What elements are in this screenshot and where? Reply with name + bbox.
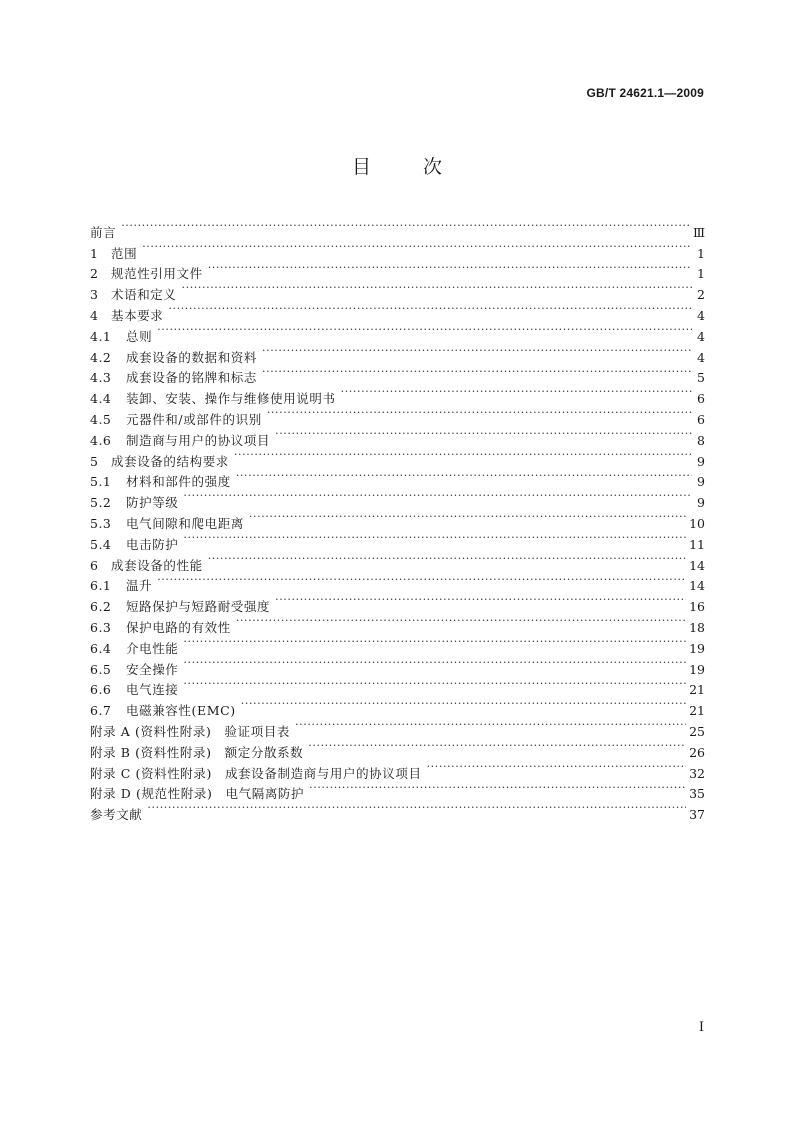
toc-leader-dots — [157, 320, 692, 341]
toc-entry-number: 6 — [90, 557, 99, 573]
toc-leader-dots — [275, 424, 692, 445]
toc-entry-label: 保护电路的有效性 — [126, 619, 231, 635]
toc-leader-dots — [168, 299, 692, 320]
toc-entry-page: 4 — [697, 349, 705, 365]
toc-entry-label: 材料和部件的强度 — [126, 474, 231, 490]
toc-entry-page: 32 — [689, 765, 705, 781]
toc-entry-page: 4 — [697, 307, 705, 323]
toc-entry-number: 4 — [90, 307, 99, 323]
toc-entry-page: 5 — [697, 370, 705, 386]
toc-leader-dots — [427, 757, 687, 778]
toc-leader-dots — [183, 653, 686, 674]
toc-leader-dots — [183, 486, 692, 507]
toc-entry-page: 2 — [697, 287, 705, 303]
toc-entry-page: 1 — [697, 245, 705, 261]
toc-entry-page: 21 — [689, 682, 705, 698]
toc-leader-dots — [121, 216, 690, 237]
toc-leader-dots — [236, 466, 692, 487]
toc-entry[interactable] — [90, 798, 705, 823]
toc-entry-number: 5.3 — [90, 515, 112, 531]
toc-entry-number: 4.5 — [90, 411, 112, 427]
toc-entry-label: 电击防护 — [126, 536, 179, 552]
toc-entry-label: 介电性能 — [126, 640, 179, 656]
toc-leader-dots — [275, 590, 686, 611]
toc-entry-label: 范围 — [111, 245, 138, 261]
toc-entry-number: 6.2 — [90, 599, 112, 615]
toc-entry-label: 电磁兼容性(EMC) — [126, 703, 236, 719]
toc-entry-number: 4.6 — [90, 432, 112, 448]
toc-leader-dots — [262, 362, 692, 383]
toc-leader-dots — [249, 507, 686, 528]
toc-entry-label: 成套设备的性能 — [111, 557, 203, 573]
toc-entry-page: 25 — [689, 723, 705, 739]
toc-entry[interactable] — [90, 320, 705, 344]
page-number: I — [698, 1020, 704, 1035]
toc-entry-number: 6.6 — [90, 682, 112, 698]
toc-entry-page: 19 — [689, 640, 705, 656]
toc-entry[interactable] — [90, 341, 705, 365]
toc-entry-page: 14 — [689, 578, 705, 594]
toc-entry-label: 电气连接 — [126, 682, 179, 698]
toc-entry-label: 术语和定义 — [111, 287, 177, 303]
standard-code: GB/T 24621.1—2009 — [586, 86, 704, 100]
toc-entry-number: 6.1 — [90, 578, 112, 594]
toc-entry-label: 成套设备的数据和资料 — [126, 349, 258, 365]
toc-entry-number: 4.4 — [90, 391, 112, 407]
toc-entry[interactable] — [90, 278, 705, 303]
toc-entry-label: 参考文献 — [90, 807, 143, 823]
toc-entry-number: 5.4 — [90, 536, 112, 552]
toc-entry-page: 8 — [697, 432, 705, 448]
toc-entry[interactable] — [90, 653, 705, 677]
toc-leader-dots — [241, 694, 686, 715]
toc-leader-dots — [309, 778, 686, 799]
toc-entry-number: 6.3 — [90, 619, 112, 635]
toc-entry-number: 4.2 — [90, 349, 112, 365]
toc-entry-label: 附录 B (资料性附录) 额定分散系数 — [90, 744, 304, 760]
toc-entry-label: 成套设备的结构要求 — [111, 453, 229, 469]
toc-entry-label: 装卸、安装、操作与维修使用说明书 — [126, 391, 336, 407]
toc-entry-page: 9 — [697, 453, 705, 469]
toc-entry-page: 1 — [697, 266, 705, 282]
toc-leader-dots — [341, 382, 692, 403]
toc-entry-number: 4.3 — [90, 370, 112, 386]
toc-entry-page: Ⅲ — [692, 224, 705, 240]
toc-entry-number: 4.1 — [90, 328, 112, 344]
toc-entry-page: 16 — [689, 599, 705, 615]
toc-entry-page: 9 — [697, 474, 705, 490]
toc-leader-dots — [295, 715, 686, 736]
toc-entry-number: 3 — [90, 287, 99, 303]
toc-entry[interactable] — [90, 674, 705, 698]
toc-entry-label: 附录 D (规范性附录) 电气隔离防护 — [90, 786, 305, 802]
toc-entry-label: 附录 A (资料性附录) 验证项目表 — [90, 723, 291, 739]
table-of-contents — [90, 216, 705, 823]
toc-leader-dots — [157, 570, 686, 591]
toc-entry[interactable] — [90, 590, 705, 615]
toc-entry-page: 6 — [697, 411, 705, 427]
toc-entry-page: 14 — [689, 557, 705, 573]
toc-entry-page: 9 — [697, 495, 705, 511]
toc-leader-dots — [182, 278, 692, 299]
toc-entry-label: 短路保护与短路耐受强度 — [126, 599, 271, 615]
toc-entry-number: 5.1 — [90, 474, 112, 490]
toc-entry-number: 6.7 — [90, 703, 112, 719]
toc-leader-dots — [236, 611, 686, 632]
toc-leader-dots — [308, 736, 686, 757]
toc-entry-page: 6 — [697, 391, 705, 407]
toc-entry[interactable] — [90, 237, 705, 261]
toc-entry-label: 元器件和/或部件的识别 — [126, 411, 262, 427]
toc-entry-label: 安全操作 — [126, 661, 179, 677]
toc-entry-label: 温升 — [126, 578, 153, 594]
toc-entry-label: 附录 C (资料性附录) 成套设备制造商与用户的协议项目 — [90, 765, 422, 781]
toc-entry-number: 6.4 — [90, 640, 112, 656]
toc-entry[interactable] — [90, 299, 705, 323]
toc-entry-page: 4 — [697, 328, 705, 344]
toc-entry-number: 2 — [90, 266, 99, 282]
toc-leader-dots — [183, 528, 686, 549]
toc-leader-dots — [267, 403, 692, 424]
toc-entry-page: 11 — [689, 536, 705, 552]
toc-entry-number: 5 — [90, 453, 99, 469]
toc-entry-number: 1 — [90, 245, 99, 261]
toc-entry-number: 6.5 — [90, 661, 112, 677]
toc-entry-label: 防护等级 — [126, 495, 179, 511]
toc-leader-dots — [234, 445, 692, 466]
toc-entry-label: 成套设备的铭牌和标志 — [126, 370, 258, 386]
toc-leader-dots — [208, 549, 686, 570]
toc-entry-page: 21 — [689, 703, 705, 719]
toc-entry-page: 26 — [689, 744, 705, 760]
toc-entry-label: 基本要求 — [111, 307, 164, 323]
toc-entry-page: 10 — [689, 515, 705, 531]
toc-entry-label: 电气间隙和爬电距离 — [126, 515, 244, 531]
toc-leader-dots — [183, 632, 686, 653]
page-title: 目次 — [351, 156, 494, 178]
toc-entry-label: 规范性引用文件 — [111, 266, 203, 282]
toc-leader-dots — [262, 341, 692, 362]
toc-entry-number: 5.2 — [90, 495, 112, 511]
toc-leader-dots — [142, 237, 692, 258]
toc-entry-page: 19 — [689, 661, 705, 677]
toc-entry-page: 37 — [689, 807, 705, 823]
toc-entry[interactable] — [90, 507, 705, 531]
toc-entry[interactable] — [90, 694, 705, 719]
toc-entry-label: 前言 — [90, 224, 117, 240]
toc-entry-label: 制造商与用户的协议项目 — [126, 432, 271, 448]
toc-leader-dots — [183, 674, 686, 695]
toc-leader-dots — [147, 798, 686, 819]
toc-entry-page: 18 — [689, 619, 705, 635]
toc-entry[interactable] — [90, 216, 705, 240]
toc-entry[interactable] — [90, 570, 705, 594]
toc-entry[interactable] — [90, 258, 705, 282]
toc-entry-label: 总则 — [126, 328, 153, 344]
toc-entry-page: 35 — [689, 786, 705, 802]
toc-leader-dots — [208, 258, 692, 279]
toc-entry[interactable] — [90, 549, 705, 573]
